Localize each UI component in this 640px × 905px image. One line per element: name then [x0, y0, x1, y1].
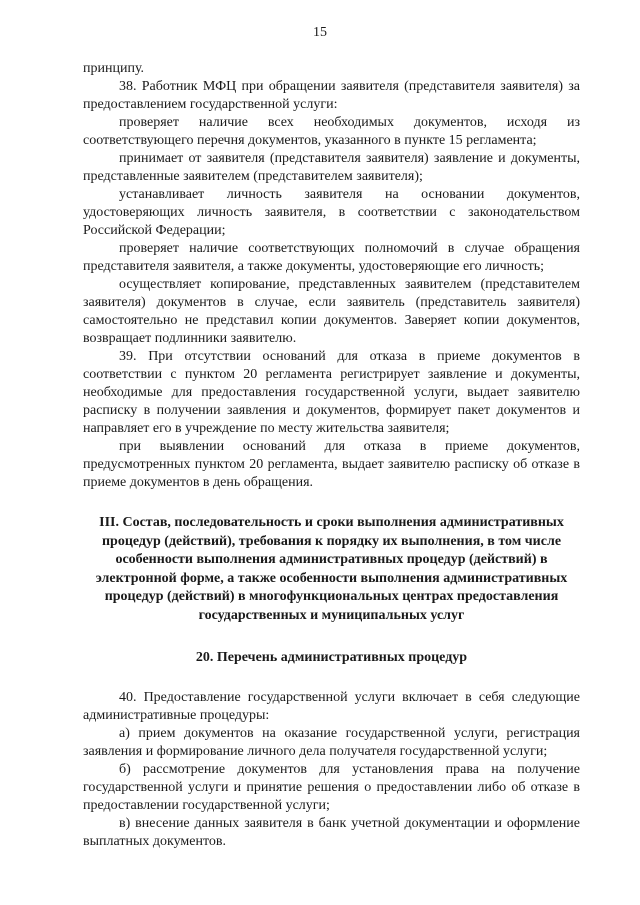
list-item: а) прием документов на оказание государственной услуги, регистрация заявления и формирование личного дела получателя государственной услуги; — [83, 726, 580, 759]
paragraph: 38. Работник МФЦ при обращении заявителя (представителя заявителя) за предоставлением государственной услуги: — [83, 79, 580, 112]
list-item: б) рассмотрение документов для установления права на получение государственной услуги и принятие решения о предоставлении либо об отказе в предоставлении государственной услуги; — [83, 762, 580, 813]
document-body — [83, 60, 580, 851]
subsection-heading: 20. Перечень административных процедур — [195, 650, 468, 665]
paragraph: при выявлении оснований для отказа в приеме документов, предусмотренных пунктом 20 регламента, выдает заявителю расписку об отказе в приеме документов в день обращения. — [83, 439, 580, 490]
section-heading: III. Состав, последовательность и сроки выполнения административных процедур (действий), требования к порядку их выполнения, в том числе особенности выполнения административных процедур (действий) в электронной форме, а также особенности выполнения административных процедур (действий) в многофункциональных центрах предоставления государственных и муниципальных услуг — [95, 515, 568, 623]
paragraph: принципу. — [83, 61, 145, 76]
paragraph: 39. При отсутствии оснований для отказа в приеме документов в соответствии с пунктом 20 регламента регистрирует заявление и документы, необходимые для предоставления государственной услуги, выдает заявителю расписку в получении заявления и документов, формирует пакет документов и направляет его в учреждение по месту жительства заявителя; — [83, 349, 580, 436]
page-number: 15 — [313, 25, 327, 40]
paragraph: устанавливает личность заявителя на основании документов, удостоверяющих личность заявителя, в соответствии с законодательством Российской Федерации; — [83, 187, 580, 238]
paragraph: проверяет наличие соответствующих полномочий в случае обращения представителя заявителя, а также документы, удостоверяющие его личность; — [83, 241, 580, 274]
paragraph: принимает от заявителя (представителя заявителя) заявление и документы, представленные заявителем (представителем заявителя); — [83, 151, 580, 184]
list-item: в) внесение данных заявителя в банк учетной документации и оформление выплатных документов. — [83, 816, 580, 849]
paragraph: проверяет наличие всех необходимых документов, исходя из соответствующего перечня документов, указанного в пункте 15 регламента; — [83, 115, 580, 148]
paragraph: 40. Предоставление государственной услуги включает в себя следующие административные процедуры: — [83, 690, 580, 723]
paragraph: осуществляет копирование, представленных заявителем (представителем заявителя) документов в случае, если заявитель (представитель заявителя) самостоятельно не представил копии документов. Заверяет копии документов, возвращает подлинники заявителю. — [83, 277, 580, 346]
